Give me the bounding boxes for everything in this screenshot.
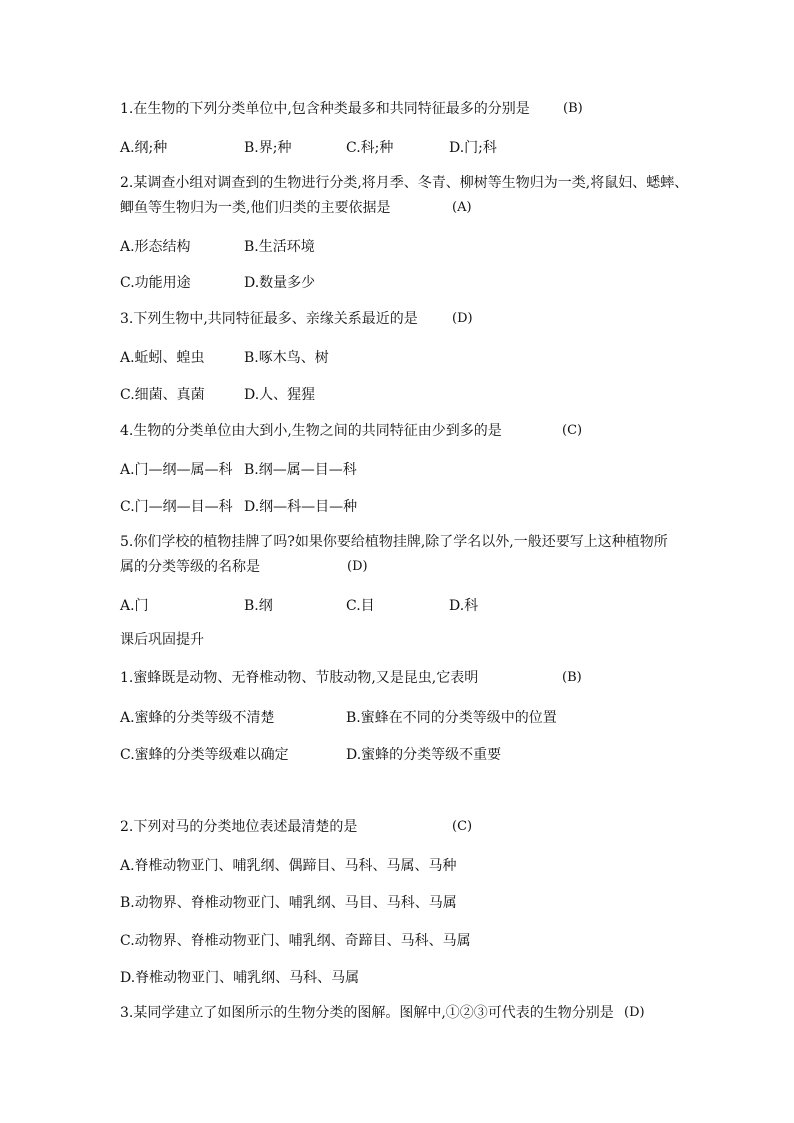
post-q3-stem: 3.某同学建立了如图所示的生物分类的图解。图解中,①②③可代表的生物分别是: [120, 1005, 614, 1021]
post-q2-option-a: A.脊椎动物亚门、哺乳纲、偶蹄目、马科、马属、马种: [120, 858, 457, 874]
q2-option-a: A.形态结构: [120, 239, 191, 255]
q2-answer: (A): [452, 200, 472, 215]
q2-option-c: C.功能用途: [120, 275, 191, 291]
q3-option-b: B.啄木鸟、树: [244, 350, 329, 366]
q1-stem: 1.在生物的下列分类单位中,包含种类最多和共同特征最多的分别是: [120, 101, 530, 117]
post-q2-option-b: B.动物界、脊椎动物亚门、哺乳纲、马目、马科、马属: [120, 895, 457, 911]
post-q1-option-b: B.蜜蜂在不同的分类等级中的位置: [346, 710, 557, 726]
q1-option-a: A.纲;种: [120, 140, 168, 156]
q1-option-c: C.科;种: [346, 140, 394, 156]
q4-option-b: B.纲—属—目—科: [244, 462, 357, 478]
post-q1-option-d: D.蜜蜂的分类等级不重要: [346, 747, 502, 763]
q3-stem: 3.下列生物中,共同特征最多、亲缘关系最近的是: [120, 311, 418, 327]
q4-option-a: A.门—纲—属—科: [120, 462, 233, 478]
q4-option-c: C.门—纲—目—科: [120, 499, 233, 515]
q5-option-d: D.科: [449, 598, 479, 614]
q1-answer: (B): [563, 101, 583, 116]
q5-option-b: B.纲: [244, 598, 273, 614]
q2-stem-line2: 鲫鱼等生物归为一类,他们归类的主要依据是: [120, 200, 391, 216]
q4-option-d: D.纲—科—目—种: [244, 499, 358, 515]
post-q2-answer: (C): [452, 819, 473, 834]
post-q1-stem: 1.蜜蜂既是动物、无脊椎动物、节肢动物,又是昆虫,它表明: [120, 670, 479, 686]
post-q1-option-a: A.蜜蜂的分类等级不清楚: [120, 710, 275, 726]
q5-option-a: A.门: [120, 598, 149, 614]
post-q1-answer: (B): [562, 670, 582, 685]
q4-answer: (C): [562, 423, 583, 438]
q2-stem-line1: 2.某调查小组对调查到的生物进行分类,将月季、冬青、柳树等生物归为一类,将鼠妇、蟋蟀、: [120, 175, 689, 191]
q3-answer: (D): [452, 311, 473, 326]
q3-option-a: A.蚯蚓、蝗虫: [120, 350, 205, 366]
post-q2-option-d: D.脊椎动物亚门、哺乳纲、马科、马属: [120, 970, 360, 986]
q1-option-d: D.门;科: [449, 140, 497, 156]
post-q3-answer: (D): [624, 1005, 645, 1020]
q1-option-b: B.界;种: [244, 140, 292, 156]
post-q2-stem: 2.下列对马的分类地位表述最清楚的是: [120, 819, 358, 835]
q2-option-d: D.数量多少: [244, 275, 316, 291]
q5-stem-line2: 属的分类等级的名称是: [120, 559, 260, 575]
section-title: 课后巩固提升: [120, 632, 204, 648]
q3-option-c: C.细菌、真菌: [120, 387, 205, 403]
q5-answer: (D): [347, 559, 368, 574]
post-q2-option-c: C.动物界、脊椎动物亚门、哺乳纲、奇蹄目、马科、马属: [120, 933, 471, 949]
q5-option-c: C.目: [346, 598, 375, 614]
post-q1-option-c: C.蜜蜂的分类等级难以确定: [120, 747, 289, 763]
q2-option-b: B.生活环境: [244, 239, 315, 255]
q3-option-d: D.人、猩猩: [244, 387, 316, 403]
q4-stem: 4.生物的分类单位由大到小,生物之间的共同特征由少到多的是: [120, 423, 502, 439]
q5-stem-line1: 5.你们学校的植物挂牌了吗?如果你要给植物挂牌,除了学名以外,一般还要写上这种植物所: [120, 534, 668, 550]
